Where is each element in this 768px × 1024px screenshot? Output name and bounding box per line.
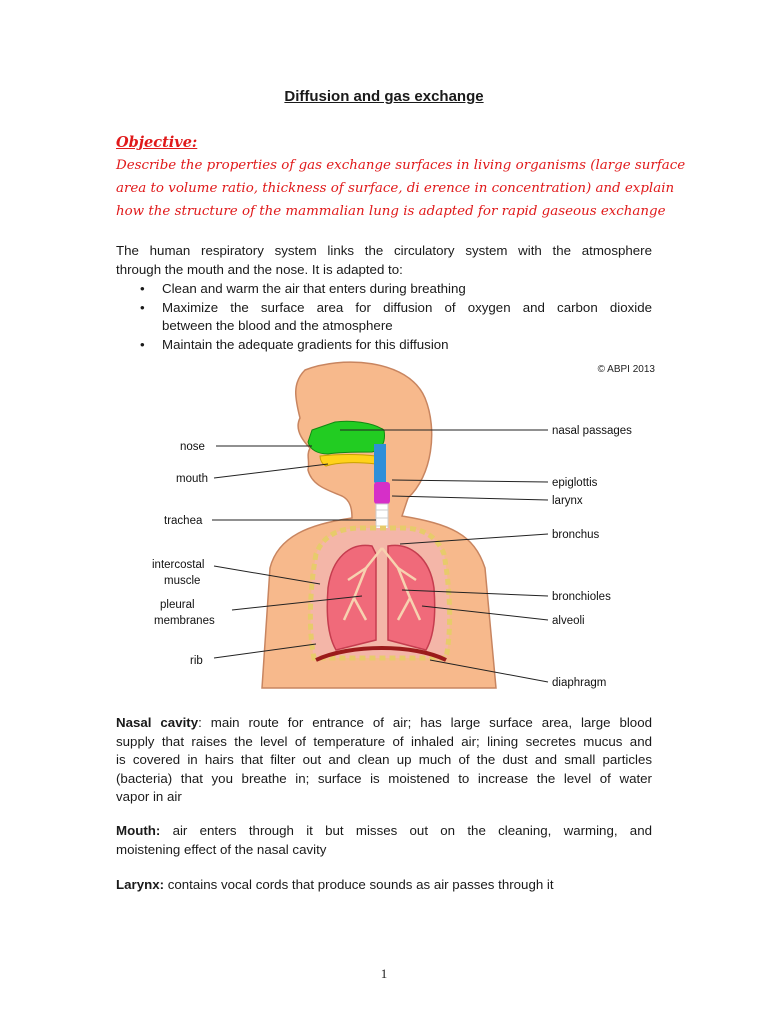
term-mouth: Mouth: (116, 823, 161, 838)
label-bronchioles: bronchioles (552, 591, 611, 603)
larynx-paragraph (116, 876, 652, 895)
label-rib: rib (190, 655, 203, 667)
larynx-shape (374, 482, 390, 504)
nasal-text: supply that raises the level of temperature of inhaled air; lining secretes mucus and (116, 733, 652, 749)
label-nasal-passages: nasal passages (552, 425, 632, 437)
label-nose: nose (180, 441, 205, 453)
label-mouth: mouth (176, 473, 208, 485)
mouth-text: air enters through it but misses out on the cleaning, warming, and (160, 823, 652, 838)
objective-heading: Objective: (116, 134, 198, 151)
page-title: Diffusion and gas exchange (284, 88, 484, 105)
label-larynx: larynx (552, 495, 583, 507)
label-intercostal: intercostal (152, 559, 205, 571)
intro-line: The human respiratory system links the circulatory system with the atmosphere (116, 243, 652, 258)
page-number: 1 (380, 966, 388, 981)
label-diaphragm: diaphragm (552, 677, 607, 689)
objective-line: how the structure of the mammalian lung is adapted for rapid gaseous exchange (116, 204, 666, 219)
nasal-text: : main route for entrance of air; has large surface area, large blood (198, 715, 652, 730)
mouth-text: moistening effect of the nasal cavity (116, 841, 327, 857)
objective-line: Describe the properties of gas exchange surfaces in living organisms (large surface (116, 158, 686, 173)
objective-text (116, 154, 686, 223)
pharynx-shape (374, 444, 386, 488)
objective-line: area to volume ratio, thickness of surface, di erence in concentration) and explain (116, 181, 675, 196)
list-item (140, 280, 652, 299)
list-item-text: Clean and warm the air that enters during breathing (162, 281, 466, 296)
label-membranes: membranes (154, 615, 215, 627)
label-epiglottis: epiglottis (552, 477, 598, 489)
copyright-text: © ABPI 2013 (597, 364, 655, 375)
term-larynx: Larynx: (116, 877, 165, 892)
larynx-text: contains vocal cords that produce sounds as air passes through it (164, 877, 554, 892)
mouth-paragraph (116, 822, 652, 859)
list-item (140, 299, 652, 336)
label-alveoli: alveoli (552, 615, 585, 627)
label-muscle: muscle (164, 575, 201, 587)
label-trachea: trachea (164, 515, 203, 527)
nasal-text: vapor in air (116, 789, 182, 805)
list-item-text: Maintain the adequate gradients for this diffusion (162, 336, 449, 352)
term-nasal-cavity: Nasal cavity (116, 715, 199, 730)
label-bronchus: bronchus (552, 529, 600, 541)
nasal-text: (bacteria) that you breathe in; surface is moistened to increase the level of water (116, 770, 652, 786)
nasal-cavity-paragraph (116, 714, 652, 807)
list-item (140, 336, 652, 355)
respiratory-system-diagram (140, 358, 660, 698)
intro-paragraph (116, 242, 652, 279)
adaptation-list (140, 280, 652, 354)
intro-line: through the mouth and the nose. It is adapted to: (116, 261, 403, 277)
list-item-text: between the blood and the atmosphere (162, 318, 393, 333)
list-item-text: • Maximize the surface area for diffusion of oxygen and carbon dioxide (162, 299, 652, 315)
nasal-text: is covered in hairs that filter out and clean up much of the dust and small particles (116, 752, 652, 768)
label-pleural: pleural (160, 599, 195, 611)
